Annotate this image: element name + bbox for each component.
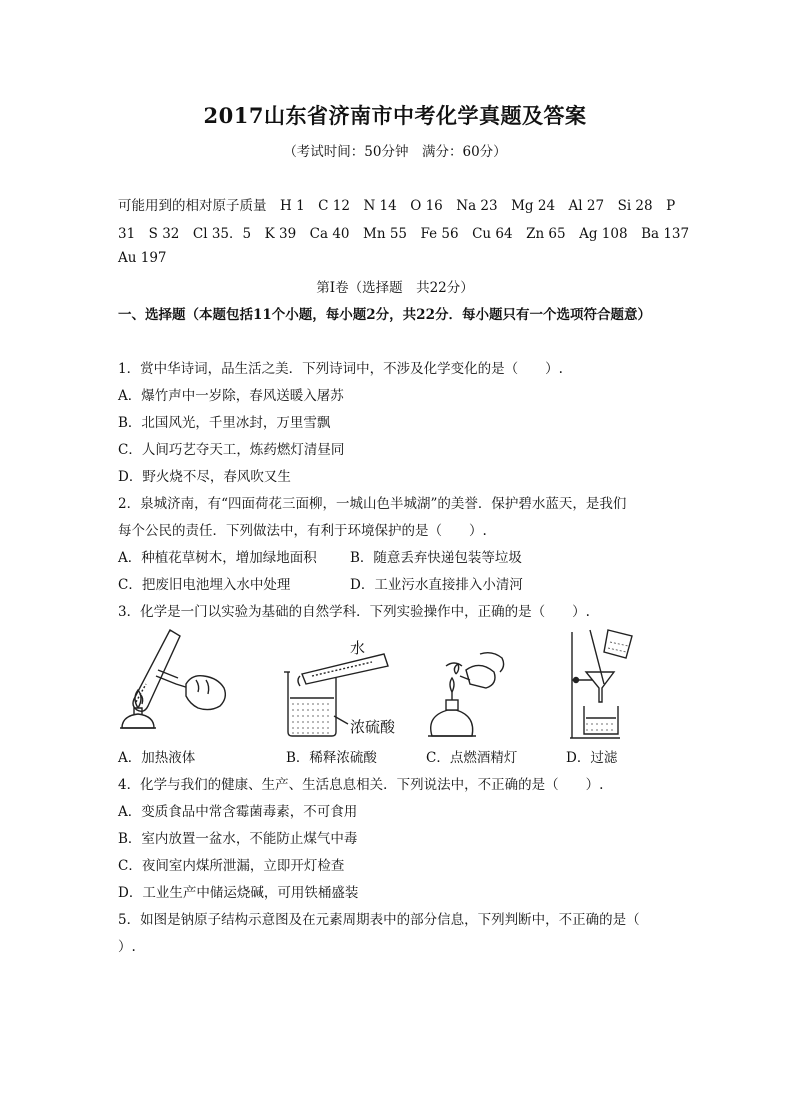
page-title: 2017山东省济南市中考化学真题及答案 bbox=[203, 103, 587, 128]
question-5-stem-line-2: ）. bbox=[118, 939, 136, 955]
question-2-option-d: D．工业污水直接排入小清河 bbox=[350, 577, 523, 593]
question-2-option-a: A．种植花草树木，增加绿地面积 bbox=[118, 550, 317, 566]
atomic-mass-line-3: Au 197 bbox=[118, 250, 167, 266]
light-alcohol-lamp-figure bbox=[420, 650, 510, 742]
question-3-option-b: B．稀释浓硫酸 bbox=[286, 750, 377, 766]
question-1-option-d: D．野火烧不尽，春风吹又生 bbox=[118, 469, 291, 485]
dilute-acid-figure bbox=[272, 632, 412, 744]
atomic-mass-line-2: 31 S 32 Cl 35．5 K 39 Ca 40 Mn 55 Fe 56 Cu 64 Zn 65 Ag 108 Ba 137 bbox=[118, 226, 690, 242]
question-3-option-d: D．过滤 bbox=[566, 750, 618, 766]
exam-info: （考试时间：50分钟 满分：60分） bbox=[283, 144, 507, 160]
question-1-option-a: A．爆竹声中一岁除，春风送暖入屠苏 bbox=[118, 388, 344, 404]
question-2-option-b: B．随意丢弃快递包装等垃圾 bbox=[350, 550, 522, 566]
question-4-option-a: A．变质食品中常含霉菌毒素，不可食用 bbox=[118, 804, 358, 820]
volume-heading: 第Ⅰ卷（选择题 共22分） bbox=[316, 280, 474, 296]
question-1-stem: 1．赏中华诗词，品生活之美．下列诗词中，不涉及化学变化的是（ ）. bbox=[118, 361, 563, 377]
question-4-option-d: D．工业生产中储运烧碱，可用铁桶盛装 bbox=[118, 885, 359, 901]
heating-liquid-figure bbox=[112, 624, 232, 742]
question-1-option-b: B．北国风光，千里冰封，万里雪飘 bbox=[118, 415, 331, 431]
acid-label: 浓硫酸 bbox=[350, 718, 396, 736]
water-label: 水 bbox=[350, 639, 366, 657]
question-3-option-a: A．加热液体 bbox=[118, 750, 196, 766]
question-1-option-c: C．人间巧艺夺天工，炼药燃灯清昼同 bbox=[118, 442, 345, 458]
filtration-figure bbox=[560, 626, 660, 744]
atomic-mass-line-1: 可能用到的相对原子质量 H 1 C 12 N 14 O 16 Na 23 Mg 24 Al 27 Si 28 P bbox=[118, 198, 676, 214]
question-2-option-c: C．把废旧电池埋入水中处理 bbox=[118, 577, 291, 593]
question-3-stem: 3．化学是一门以实验为基础的自然学科．下列实验操作中，正确的是（ ）. bbox=[118, 604, 590, 620]
question-4-stem: 4．化学与我们的健康、生产、生活息息相关．下列说法中，不正确的是（ ）. bbox=[118, 777, 604, 793]
question-2-stem-line-2: 每个公民的责任．下列做法中，有利于环境保护的是（ ）. bbox=[118, 523, 487, 539]
question-3-option-c: C．点燃酒精灯 bbox=[426, 750, 518, 766]
section-heading: 一、选择题（本题包括11个小题，每小题2分，共22分．每小题只有一个选项符合题意） bbox=[118, 307, 651, 323]
question-4-option-b: B．室内放置一盆水，不能防止煤气中毒 bbox=[118, 831, 358, 847]
question-4-option-c: C．夜间室内煤所泄漏，立即开灯检查 bbox=[118, 858, 345, 874]
question-5-stem-line-1: 5．如图是钠原子结构示意图及在元素周期表中的部分信息，下列判断中，不正确的是（ bbox=[118, 912, 640, 928]
question-2-stem-line-1: 2．泉城济南，有“四面荷花三面柳，一城山色半城湖”的美誉．保护碧水蓝天，是我们 bbox=[118, 496, 627, 512]
